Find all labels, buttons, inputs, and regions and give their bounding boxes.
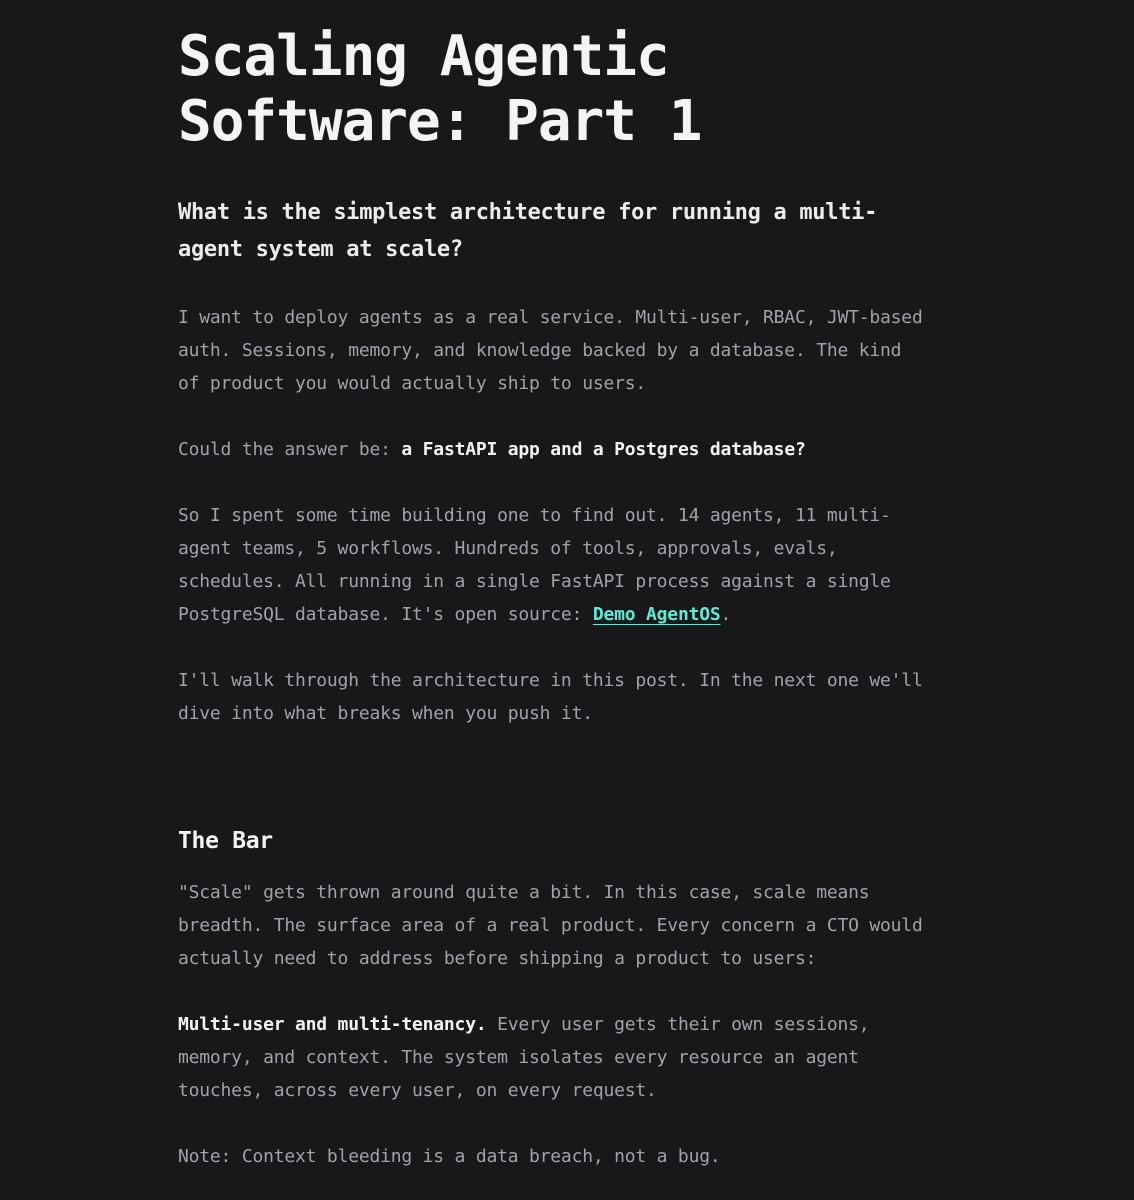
experiment-line: So I spent some time building one to find out. 14 agents, 11 multi-	[178, 505, 891, 526]
scale-line: actually need to address before shipping a product to users:	[178, 948, 817, 969]
title-line-1: Scaling Agentic	[178, 24, 669, 89]
section-heading-the-bar: The Bar	[178, 828, 273, 854]
question-answer: a FastAPI app and a Postgres database?	[401, 439, 806, 460]
intro-line: of product you would actually ship to users.	[178, 373, 647, 394]
question-paragraph	[178, 433, 978, 466]
experiment-line: agent teams, 5 workflows. Hundreds of tools, approvals, evals,	[178, 538, 838, 559]
scale-line: breadth. The surface area of a real product. Every concern a CTO would	[178, 915, 923, 936]
subtitle-line-1: What is the simplest architecture for running a multi-	[178, 200, 878, 225]
title-line-2: Software: Part 1	[178, 89, 702, 154]
article-subtitle	[178, 194, 978, 268]
intro-line: auth. Sessions, memory, and knowledge backed by a database. The kind	[178, 340, 902, 361]
multi-tenancy-line: memory, and context. The system isolates every resource an agent	[178, 1047, 859, 1068]
multi-tenancy-line: Every user gets their own sessions,	[486, 1014, 870, 1035]
question-lead: Could the answer be:	[178, 439, 402, 460]
article-title	[178, 24, 978, 154]
outline-line: dive into what breaks when you push it.	[178, 703, 593, 724]
experiment-line: schedules. All running in a single FastAPI process against a single	[178, 571, 891, 592]
scale-line: "Scale" gets thrown around quite a bit. In this case, scale means	[178, 882, 870, 903]
subtitle-line-2: agent system at scale?	[178, 237, 463, 262]
outline-paragraph	[178, 664, 978, 730]
experiment-line: PostgreSQL database. It's open source:	[178, 604, 593, 625]
scale-paragraph	[178, 876, 978, 975]
experiment-period: .	[720, 604, 732, 625]
intro-line: I want to deploy agents as a real service. Multi-user, RBAC, JWT-based	[178, 307, 923, 328]
outline-line: I'll walk through the architecture in this post. In the next one we'll	[178, 670, 923, 691]
note-paragraph: Note: Context bleeding is a data breach, not a bug.	[178, 1146, 721, 1167]
demo-agentos-link[interactable]: Demo AgentOS	[592, 604, 721, 625]
multi-tenancy-paragraph	[178, 1008, 978, 1107]
multi-tenancy-line: touches, across every user, on every request.	[178, 1080, 657, 1101]
experiment-paragraph	[178, 499, 978, 631]
multi-tenancy-label: Multi-user and multi-tenancy.	[178, 1014, 487, 1035]
intro-paragraph	[178, 301, 978, 400]
